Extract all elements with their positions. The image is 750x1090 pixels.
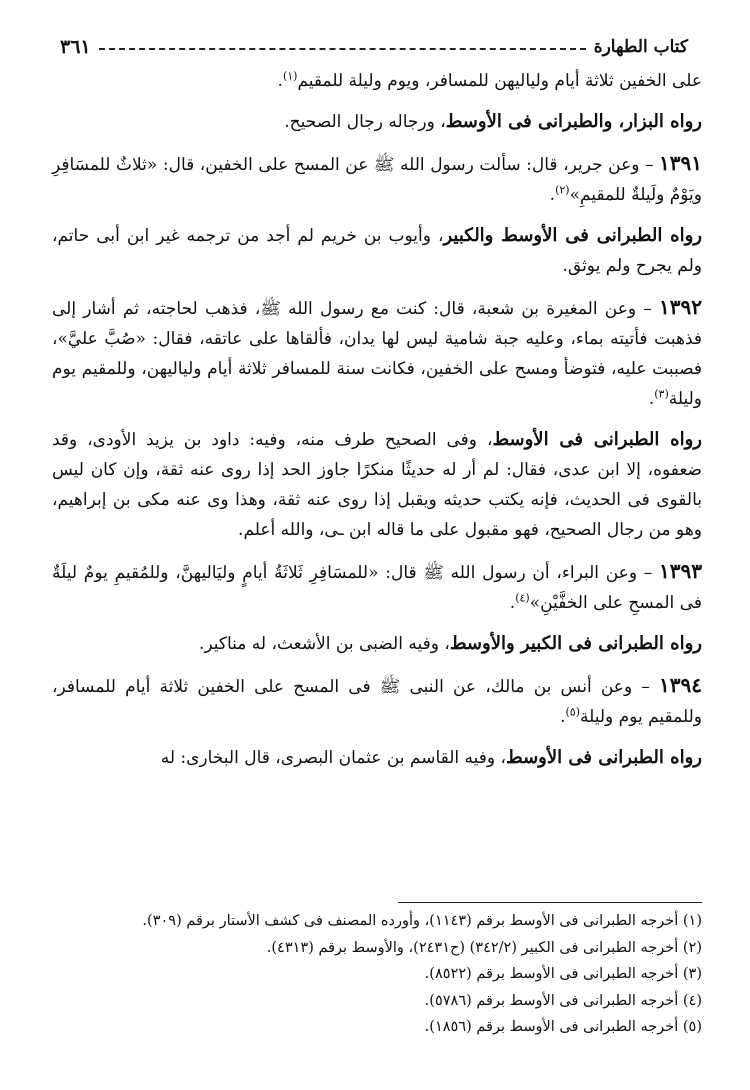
source-attribution: رواه البزار، والطبرانى فى الأوسط	[445, 111, 702, 132]
takhrij-paragraph: رواه الطبرانى فى الأوسط والكبير، وأيوب بن خريم لم أجد من ترجمه غير ابن أبى حاتم، ولم يجرح ولم يوثق.	[52, 225, 702, 276]
hadith-number: ١٣٩٤	[659, 673, 702, 697]
paragraph-continuation: على الخفين ثلاثة أيام ولياليهن للمسافر، ويوم وليلة للمقيم$^{(١)}$.	[277, 69, 702, 91]
hadith-1393: ١٣٩٣ – وعن البراء، أن رسول الله ﷺ قال: «للمسَافِرِ ثَلاثَةُ أيامٍ وليَاليهنَّ، وللمُقيمِ يومٌ ليلَةٌ فى المسحِ على الخفَّيْنِ»$^{(٤)}$.	[52, 559, 702, 613]
footnote-3: (٣) أخرجه الطبرانى فى الأوسط برقم (٨٥٢٢).	[424, 966, 702, 982]
footnote-ref-2: (٢)	[555, 183, 570, 197]
footnote-ref-1: (١)	[282, 69, 298, 83]
footnote-divider	[398, 902, 702, 903]
book-title: كتاب الطهارة	[593, 37, 688, 57]
main-text	[52, 66, 702, 773]
source-attribution: رواه الطبرانى فى الأوسط والكبير	[443, 225, 702, 246]
source-attribution: رواه الطبرانى فى الأوسط	[492, 429, 702, 450]
footnote-1: (١) أخرجه الطبرانى فى الأوسط برقم (١١٤٣)، وأورده المصنف فى كشف الأستار برقم (٣٠٩).	[142, 913, 702, 929]
footnote-5: (٥) أخرجه الطبرانى فى الأوسط برقم (١٨٥٦).	[424, 1019, 702, 1035]
page-number: ٣٦١	[60, 36, 91, 58]
takhrij-paragraph: رواه الطبرانى فى الكبير والأوسط، وفيه الضبى بن الأشعث، له مناكير.	[198, 633, 702, 654]
hadith-1392: ١٣٩٢ – وعن المغيرة بن شعبة، قال: كنت مع رسول الله ﷺ، فذهب لحاجته، ثم أشار إلى فذهبت فأتيته بماء، وعليه جبة شامية ليس لها يدان، فألقاها على عاتقه، فقال: «صُبَّ عليَّ»، فصببت عليه، فتوضأ ومسح على الخفين، فكانت سنة للمسافر ثلاثة أيام ولياليهن، وللمقيم يوم وليلة$^{(٣)}$.	[52, 295, 702, 409]
hadith-number: ١٣٩١	[659, 151, 702, 175]
hadith-number: ١٣٩٣	[659, 559, 702, 583]
footnote-ref-5: (٥)	[565, 705, 580, 719]
footnote-2: (٢) أخرجه الطبرانى فى الكبير (٣٤٢/٢) (ح٢٤٣١)، والأوسط برقم (٤٣١٣).	[266, 939, 702, 956]
hadith-1391: ١٣٩١ – وعن جرير، قال: سألت رسول الله ﷺ عن المسح على الخفين، قال: «ثلاثٌ للمسَافِرِ ويَوْمٌ ولَيلةٌ للمقيمِ»$^{(٢)}$.	[52, 151, 702, 205]
header-dashed-rule	[99, 48, 586, 50]
footnotes	[40, 908, 702, 1041]
takhrij-paragraph: رواه الطبرانى فى الأوسط، وفيه القاسم بن عثمان البصرى، قال البخارى: له	[160, 747, 702, 768]
hadith-1394: ١٣٩٤ – وعن أنس بن مالك، عن النبى ﷺ فى المسح على الخفين ثلاثة أيام للمسافر، وللمقيم يوم وليلة$^{(٥)}$.	[52, 673, 702, 727]
footnote-ref-3: (٣)	[654, 387, 669, 401]
footnote-ref-4: (٤)	[515, 591, 530, 605]
takhrij-paragraph: رواه البزار، والطبرانى فى الأوسط، ورجاله رجال الصحيح.	[284, 111, 702, 132]
running-header	[60, 34, 688, 60]
source-attribution: رواه الطبرانى فى الأوسط	[506, 747, 702, 768]
takhrij-paragraph: رواه الطبرانى فى الأوسط، وفى الصحيح طرف منه، وفيه: داود بن يزيد الأودى، وقد ضعفوه، إلا ابن عدى، فقال: لم أر له حديثًا منكرًا جاوز الحد إذا روى عنه ثقة، وإن كان ليس بالقوى فى الحديث، فإنه يكتب حديثه ويقبل إذا روى عنه ثقة، وهذا وى عنه مكى بن إبراهيم، وهو من رجال الصحيح، فهو مقبول على ما قاله ابن ـى، والله أعلم.	[52, 429, 702, 540]
footnote-4: (٤) أخرجه الطبرانى فى الأوسط برقم (٥٧٨٦).	[424, 992, 702, 1009]
source-attribution: رواه الطبرانى فى الكبير والأوسط	[449, 633, 702, 654]
hadith-number: ١٣٩٢	[659, 295, 702, 319]
